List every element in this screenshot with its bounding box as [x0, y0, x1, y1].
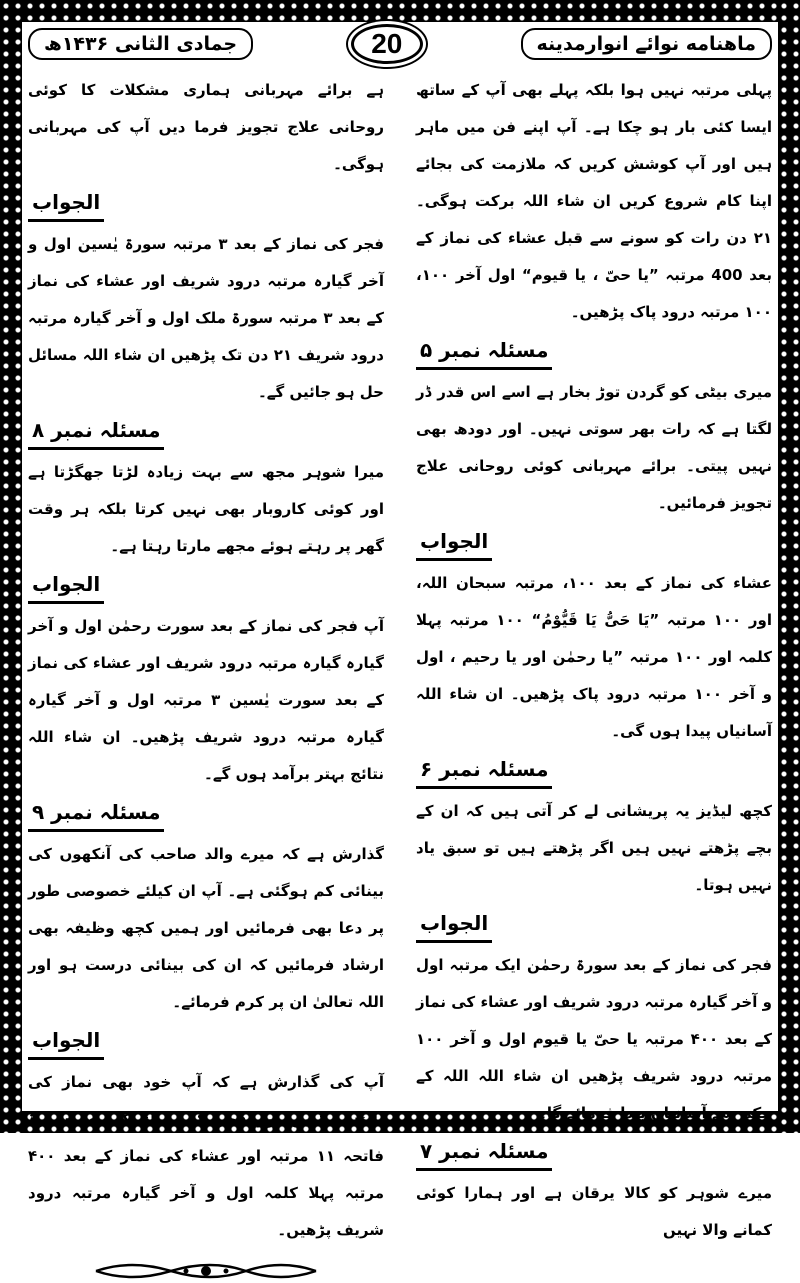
question-5-text: میری بیٹی کو گردن توڑ بخار ہے اسے اس قدر ڈر لگتا ہے کہ رات بھر سوتی نہیں۔ اور دودھ بھی نہیں پیتی۔ برائے مہربانی کوئی روحانی علاج تجویز فرمائیں۔: [416, 383, 772, 512]
question-7-text: میرے شوہر کو کالا یرقان ہے اور ہمارا کوئی کمانے والا نہیں: [416, 1184, 772, 1239]
question-7-heading: مسئلہ نمبر ۷: [416, 1136, 552, 1171]
magazine-title: ماهنامه نوائے انوارمدینه: [521, 28, 772, 60]
question-6-heading: مسئلہ نمبر ۶: [416, 754, 552, 789]
question-6-text: کچھ لیڈیز یہ پریشانی لے کر آتی ہیں کہ ان کے بچے پڑھتے نہیں ہیں اگر پڑھتے ہیں تو سبق یاد نہیں ہوتا۔: [416, 802, 772, 894]
border-left-ornament: [0, 0, 22, 1133]
right-column: [410, 72, 772, 1239]
answer-5-heading: الجواب: [416, 526, 492, 561]
answer-8-heading: الجواب: [28, 569, 104, 604]
question-8-heading: مسئلہ نمبر ۸: [28, 415, 164, 450]
answer-9-text: آپ کی گذارش ہے کہ آپ خود بھی نماز کی پابندی کریں اور فجر کی نماز کے بعد سورۃ فاتحہ ۱۱ مرتبہ اور عشاء کی نماز کے بعد ۴۰۰ مرتبہ پہلا کلمہ اول و آخر گیارہ مرتبہ درود شریف پڑھیں۔: [28, 1073, 384, 1239]
answer-8-text: آپ فجر کی نماز کے بعد سورت رحمٰن اول و آخر گیارہ گیارہ مرتبہ درود شریف اور عشاء کی نماز کے بعد سورت یٰسین ۳ مرتبہ اول و آخر گیارہ گیارہ مرتبہ درود شریف پڑھیں۔ ان شاء اللہ نتائج بہتر برآمد ہوں گے۔: [28, 617, 385, 783]
question-9-text: گذارش ہے کہ میرے والد صاحب کی آنکھوں کی بینائی کم ہوگئی ہے۔ آپ ان کیلئے خصوصی طور پر دعا بھی فرمائیں اور ہمیں کچھ وظیفہ بھی ارشاد فرمائیں کہ ان کی بینائی درست ہو اور اللہ تعالیٰ ان پر کرم فرمائے۔: [28, 845, 384, 1011]
answer-continuation: پہلی مرتبہ نہیں ہوا بلکہ پہلے بھی آپ کے ساتھ ایسا کئی بار ہو چکا ہے۔ آپ اپنے فن میں ماہر ہیں اور آپ کوشش کریں کہ ملازمت کی بجائے اپنا کام شروع کریں ان شاء اللہ برکت ہوگی۔ ۲۱ دن رات کو سونے سے قبل عشاء کی نماز کے بعد 400 مرتبہ ”یا حیّ ، یا قیوم“ اول آخر ۱۰۰، ۱۰۰ مرتبہ درود پاک پڑھیں۔: [416, 81, 772, 321]
page-number: 20: [351, 24, 423, 64]
border-right-ornament: [778, 0, 800, 1133]
question-8-text: میرا شوہر مجھ سے بہت زیادہ لڑتا جھگڑتا ہے اور کوئی کاروبار بھی نہیں کرتا بلکہ ہر وقت گھر پر رہتے ہوئے مجھے مارتا رہتا ہے۔: [28, 463, 384, 555]
answer-9-heading: الجواب: [28, 1025, 104, 1060]
left-column: [28, 72, 390, 1239]
question-5-heading: مسئلہ نمبر ۵: [416, 335, 552, 370]
answer-6-text: فجر کی نماز کے بعد سورۃ رحمٰن ایک مرتبہ اول و آخر گیارہ مرتبہ درود شریف اور عشاء کی نماز کے بعد ۴۰۰ مرتبہ یا حیّ یا قیوم اول و آخر ۱۰۰ مرتبہ درود شریف پڑھیں ان شاء اللہ اللہ کے حکم سے آسانیاں پیدا فرمائے گا۔: [416, 956, 772, 1122]
issue-date: جمادی الثانی ۱۴۳۶ھ: [28, 28, 253, 60]
column-divider: [399, 72, 401, 1105]
question-9-heading: مسئلہ نمبر ۹: [28, 797, 164, 832]
answer-5-text: عشاء کی نماز کے بعد ۱۰۰، مرتبہ سبحان اللہ، اور ۱۰۰ مرتبہ ”یَا حَیُّ یَا قَیُّوْمُ“ ۱۰۰ مرتبہ پہلا کلمہ اور ۱۰۰ مرتبہ ”یا رحمٰن اور یا رحیم ، اول و آخر ۱۰۰ مرتبہ درود پاک پڑھیں۔ ان شاء اللہ آسانیاں پیدا ہوں گی۔: [416, 574, 772, 740]
answer-6-heading: الجواب: [416, 908, 492, 943]
page-header: [28, 22, 772, 66]
question-continuation: ہے برائے مہربانی ہماری مشکلات کا کوئی روحانی علاج تجویز فرما دیں آپ کی مہربانی ہوگی۔: [28, 81, 384, 173]
answer-heading: الجواب: [28, 187, 104, 222]
section-end-flourish: [28, 1259, 384, 1283]
border-top-ornament: [0, 0, 800, 22]
answer-text: فجر کی نماز کے بعد ۳ مرتبہ سورۃ یٰسین اول و آخر گیارہ مرتبہ درود شریف اور عشاء کی نماز کے بعد ۳ مرتبہ سورۃ ملک اول و آخر گیارہ مرتبہ درود شریف ۲۱ دن تک پڑھیں ان شاء اللہ مسائل حل ہو جائیں گے۔: [28, 235, 384, 401]
